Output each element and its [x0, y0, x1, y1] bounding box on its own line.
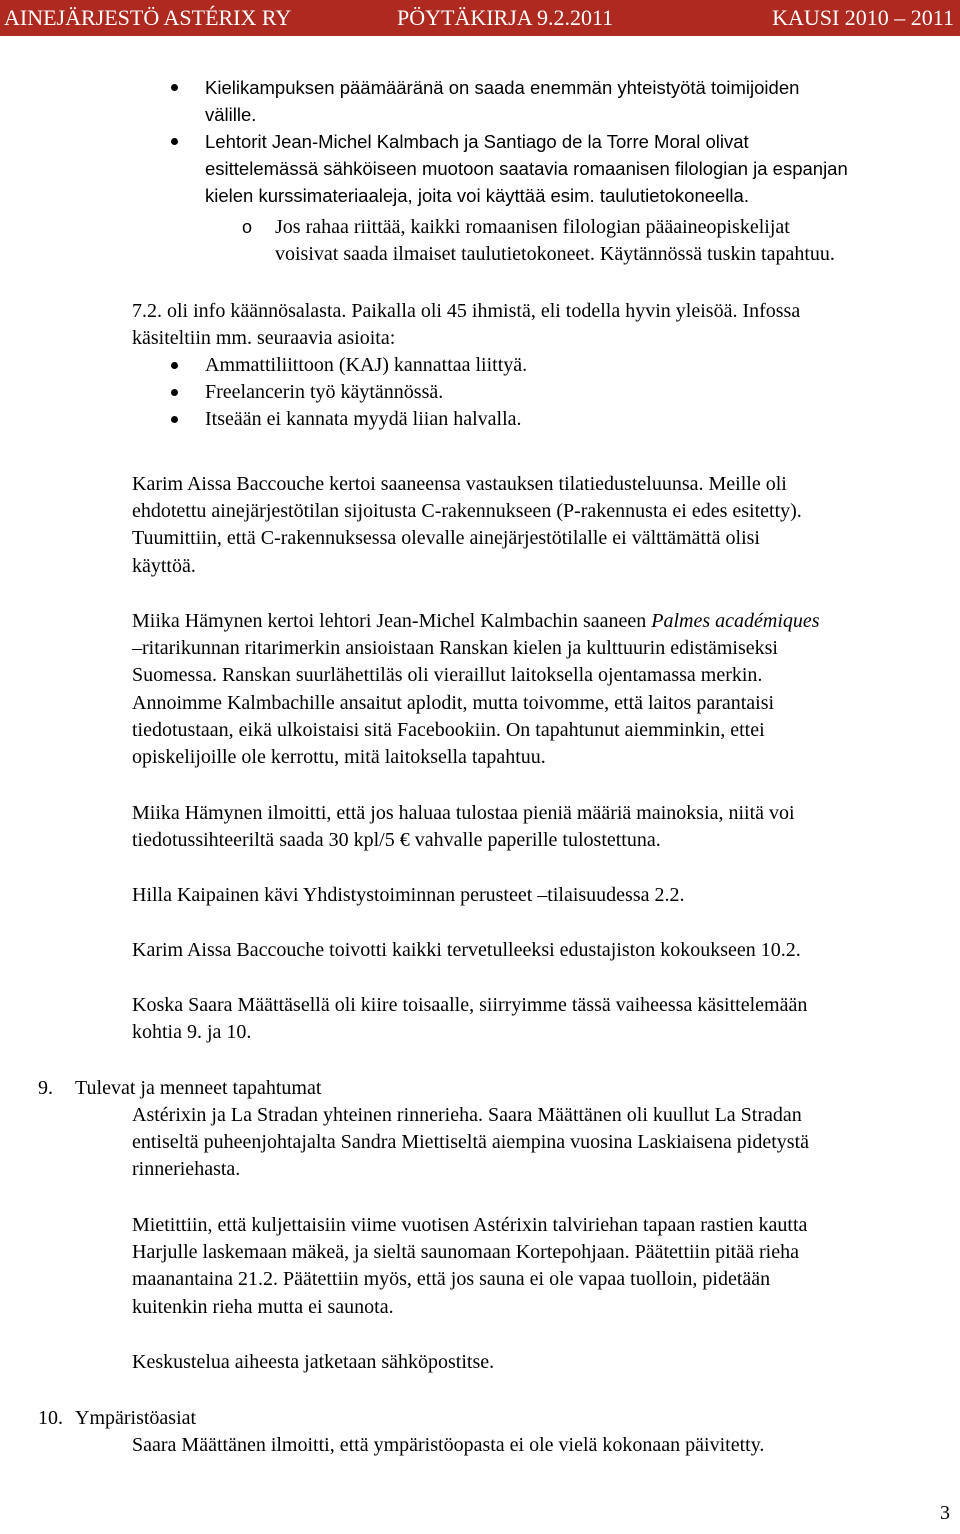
text-line: Saara Määttänen ilmoitti, että ympäristöopasta ei ole vielä kokonaan päivitetty.: [132, 1434, 765, 1456]
info-bullet: Ammattiliittoon (KAJ) kannattaa liittyä.: [205, 354, 528, 376]
section-10-paragraph-1: [132, 1432, 954, 1459]
text-line: Karim Aissa Baccouche toivotti kaikki tervetulleeksi edustajiston kokoukseen 10.2.: [132, 939, 801, 961]
section-9-paragraph-3: [132, 1349, 954, 1376]
header-doc-title: PÖYTÄKIRJA 9.2.2011: [397, 5, 614, 30]
paragraph-hilla: [132, 882, 954, 909]
text-line: entiseltä puheenjohtajalta Sandra Miettiseltä aiempina vuosina Laskiaisena pidetystä: [132, 1131, 810, 1154]
text-line: Suomessa. Ranskan suurlähettiläs oli vieraillut laitoksella ojentamassa merkin.: [132, 664, 763, 687]
text-line: voisivat saada ilmaiset taulutietokoneet. Käytännössä tuskin tapahtuu.: [275, 243, 835, 265]
bullet-item: [205, 74, 955, 128]
section-9-number: 9.: [38, 1077, 53, 1099]
text-line: tiedotustaan, eikä ulkoistaisi sitä Facebookiin. On tapahtunut aiemminkin, ettei: [132, 718, 765, 741]
header-season: KAUSI 2010 – 2011: [772, 5, 954, 30]
text-line: [132, 608, 954, 635]
text-line: välille.: [205, 104, 257, 125]
text-line: Annoimme Kalmbachille ansaitut aplodit, mutta toivomme, että laitos parantaisi: [132, 691, 775, 714]
paragraph-karim-welcome: [132, 937, 954, 964]
text-line: Kielikampuksen päämääränä on saada enemmän yhteistyötä toimijoiden: [205, 77, 800, 98]
bullet-item: [205, 128, 955, 209]
paragraph-koska: [132, 992, 954, 1046]
text-line: opiskelijoille ole kerrottu, mitä laitoksella tapahtuu.: [132, 746, 546, 769]
text-line: kuitenkin rieha mutta ei saunota.: [132, 1295, 394, 1318]
text-line: Miika Hämynen ilmoitti, että jos haluaa tulostaa pieniä määriä mainoksia, niitä voi: [132, 802, 795, 824]
text-line: Astérixin ja La Stradan yhteinen rinnerieha. Saara Määttänen oli kuullut La Stradan: [132, 1104, 802, 1126]
bullet-icon: [171, 138, 178, 145]
text-line: rinneriehasta.: [132, 1158, 241, 1181]
text-line: käyttöä.: [132, 554, 196, 577]
info-bullet: Freelancerin työ käytännössä.: [205, 381, 444, 403]
text-line: ehdotettu ainejärjestötilan sijoitusta C-rakennukseen (P-rakennusta ei edes esitetty).: [132, 500, 802, 523]
text-line: kielen kurssimateriaaleja, joita voi käyttää esim. taulutietokoneella.: [205, 185, 749, 206]
text-line: –ritarikunnan ritarimerkin ansioistaan Ranskan kielen ja kulttuurin edistämiseksi: [132, 637, 778, 660]
page-header: [0, 0, 960, 36]
text-line: kohtia 9. ja 10.: [132, 1021, 252, 1044]
text-line: Lehtorit Jean-Michel Kalmbach ja Santiago de la Torre Moral olivat: [205, 131, 749, 152]
text-line: Harjulle laskemaan mäkeä, ja sieltä saunomaan Kortepohjaan. Päätettiin pitää rieha: [132, 1241, 799, 1264]
text-line: Hilla Kaipainen kävi Yhdistystoiminnan perusteet –tilaisuudessa 2.2.: [132, 884, 685, 906]
subbullet-marker: o: [242, 217, 253, 237]
section-9-paragraph-1: [132, 1102, 954, 1184]
section-9-title: Tulevat ja menneet tapahtumat: [75, 1077, 322, 1099]
award-name: Palmes académiques: [651, 610, 820, 632]
text-line: Jos rahaa riittää, kaikki romaanisen filologian pääaineopiskelijat: [275, 216, 790, 238]
section-10-title: Ympäristöasiat: [75, 1407, 197, 1429]
info-paragraph: [132, 298, 954, 352]
header-org: AINEJÄRJESTÖ ASTÉRIX RY: [4, 5, 292, 30]
text-line: Tuumittiin, että C-rakennuksessa olevalle ainejärjestötilalle ei välttämättä olisi: [132, 527, 760, 550]
bullet-icon: [171, 416, 178, 423]
section-10-number: 10.: [38, 1407, 63, 1429]
paragraph-karim-survey: [132, 471, 954, 580]
subbullet-item: [275, 214, 955, 268]
text-line: Mietittiin, että kuljettaisiin viime vuotisen Astérixin talviriehan tapaan rastien kautta: [132, 1214, 808, 1236]
bullet-icon: [171, 362, 178, 369]
text-line: käsiteltiin mm. seuraavia asioita:: [132, 327, 396, 349]
text-line: Karim Aissa Baccouche kertoi saaneensa vastauksen tilatiedusteluunsa. Meille oli: [132, 473, 787, 495]
paragraph-miika-ads: [132, 800, 954, 854]
section-9-paragraph-2: [132, 1212, 954, 1321]
text-line: Koska Saara Määttäsellä oli kiire toisaalle, siirryimme tässä vaiheessa käsittelemään: [132, 994, 808, 1016]
bullet-icon: [171, 389, 178, 396]
text-line: esittelemässä sähköiseen muotoon saatavia romaanisen filologian ja espanjan: [205, 158, 848, 179]
text-span: Miika Hämynen kertoi lehtori Jean-Michel Kalmbachin saaneen: [132, 610, 652, 632]
text-line: Keskustelua aiheesta jatketaan sähköpostitse.: [132, 1351, 495, 1373]
paragraph-miika-palmes: [132, 608, 954, 771]
page-number: 3: [940, 1502, 950, 1524]
text-line: maanantaina 21.2. Päätettiin myös, että jos sauna ei ole vapaa tuolloin, pidetään: [132, 1268, 771, 1291]
info-bullet: Itseään ei kannata myydä liian halvalla.: [205, 408, 522, 430]
text-line: tiedotussihteeriltä saada 30 kpl/5 € vahvalle paperille tulostettuna.: [132, 829, 661, 852]
bullet-icon: [171, 84, 178, 91]
text-line: 7.2. oli info käännösalasta. Paikalla oli 45 ihmistä, eli todella hyvin yleisöä. Infossa: [132, 300, 801, 322]
